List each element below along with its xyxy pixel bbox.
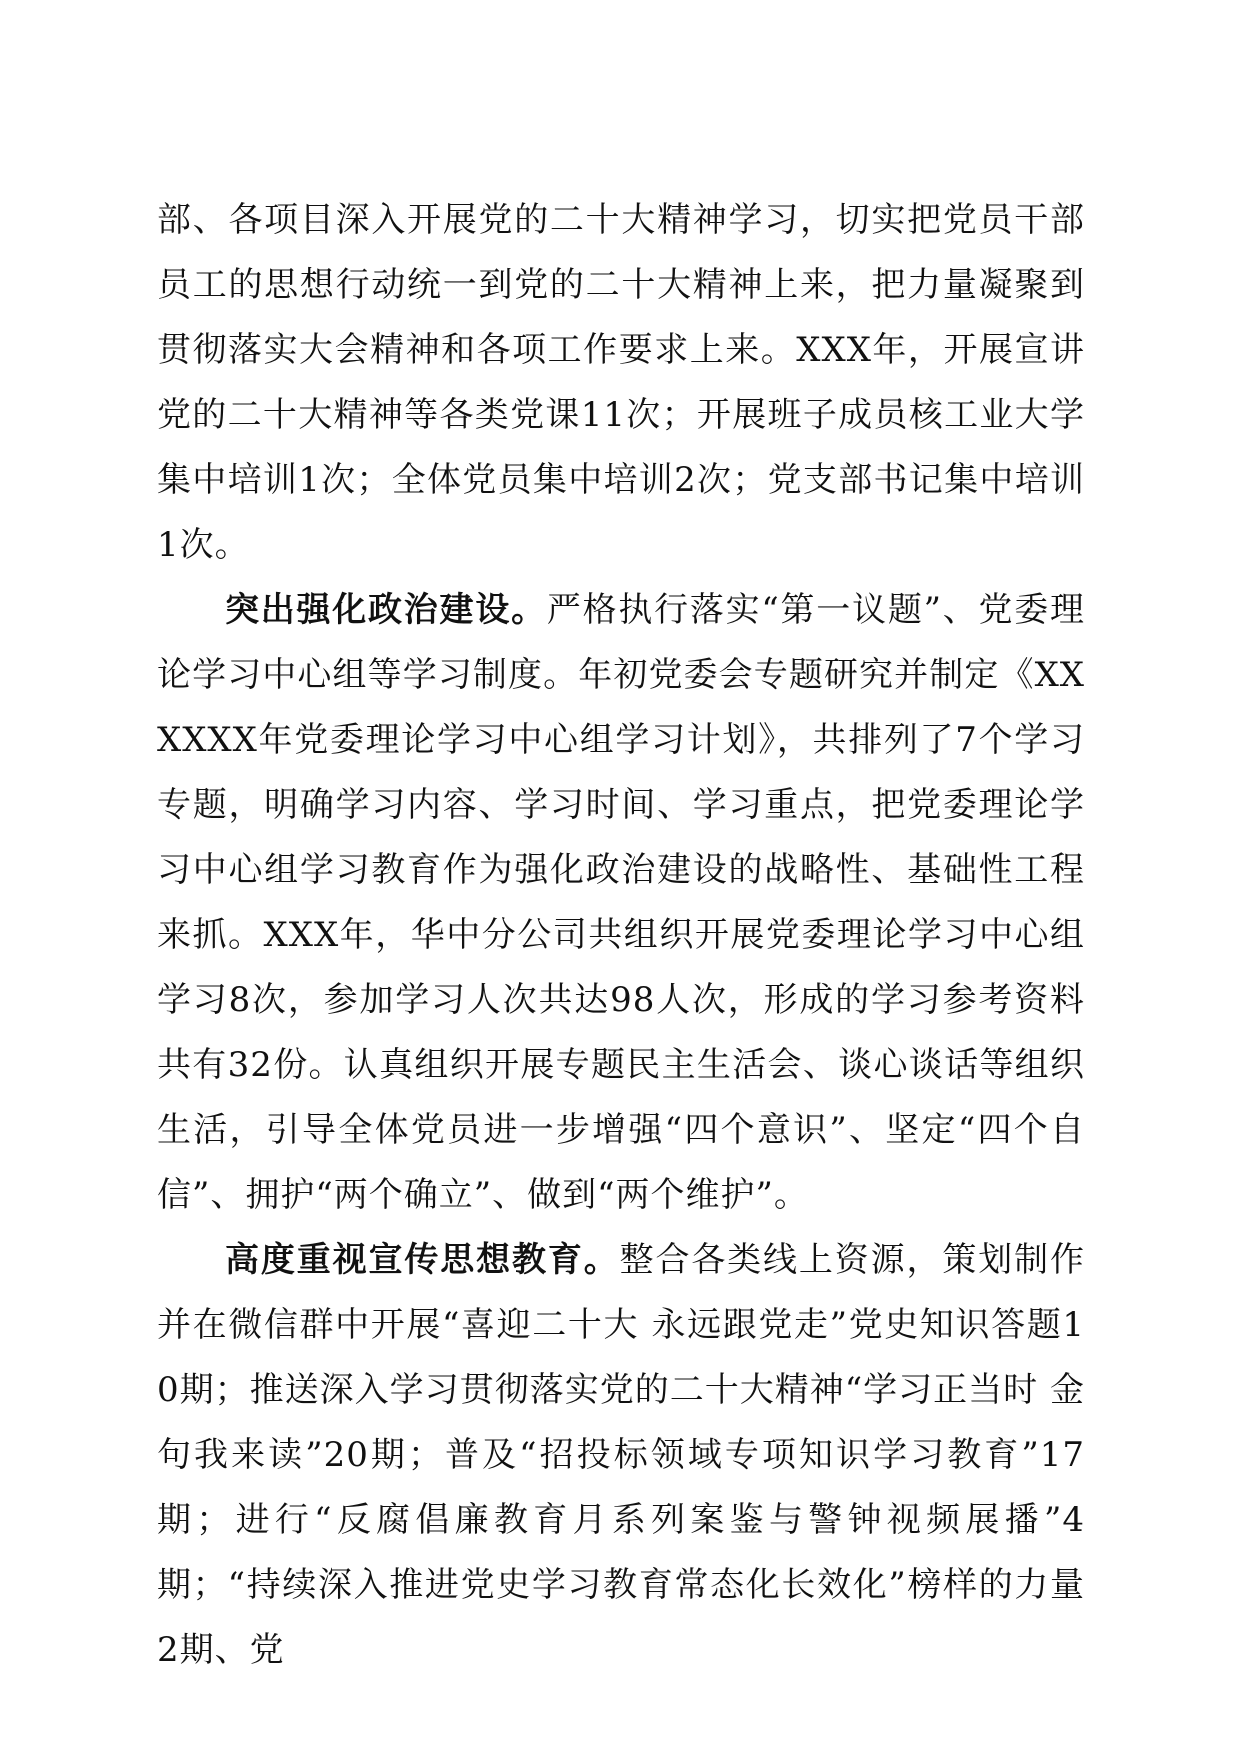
paragraph-party-study-text: 部、各项目深入开展党的二十大精神学习，切实把党员干部员工的思想行动统一到党的二十大精神上来，把力量凝聚到贯彻落实大会精神和各项工作要求上来。XXX年，开展宣讲党的二十大精神等各类党课11次；开展班子成员核工业大学集中培训1次；全体党员集中培训2次；党支部书记集中培训1次。 bbox=[157, 200, 1085, 565]
paragraph-publicity-education bbox=[157, 1228, 1085, 1683]
paragraph-political-building-heading: 突出强化政治建设。 bbox=[225, 590, 547, 630]
paragraph-publicity-education-text: 整合各类线上资源，策划制作并在微信群中开展“喜迎二十大 永远跟党走”党史知识答题10期；推送深入学习贯彻落实党的二十大精神“学习正当时 金句我来读”20期；普及“招投标领域专项知识学习教育”17期；进行“反腐倡廉教育月系列案鉴与警钟视频展播”4期；“持续深入推进党史学习教育常态化长效化”榜样的力量2期、党 bbox=[157, 1240, 1086, 1670]
paragraph-political-building-text: 严格执行落实“第一议题”、党委理论学习中心组等学习制度。年初党委会专题研究并制定《XXXXXX年党委理论学习中心组学习计划》，共排列了7个学习专题，明确学习内容、学习时间、学习重点，把党委理论学习中心组学习教育作为强化政治建设的战略性、基础性工程来抓。XXX年，华中分公司共组织开展党委理论学习中心组学习8次，参加学习人次共达98人次，形成的学习参考资料共有32份。认真组织开展专题民主生活会、谈心谈话等组织生活，引导全体党员进一步增强“四个意识”、坚定“四个自信”、拥护“两个确立”、做到“两个维护”。 bbox=[157, 590, 1086, 1215]
document-body bbox=[157, 188, 1085, 1683]
paragraph-political-building bbox=[157, 578, 1085, 1228]
paragraph-publicity-education-heading: 高度重视宣传思想教育。 bbox=[225, 1240, 620, 1280]
paragraph-party-study bbox=[157, 188, 1085, 578]
